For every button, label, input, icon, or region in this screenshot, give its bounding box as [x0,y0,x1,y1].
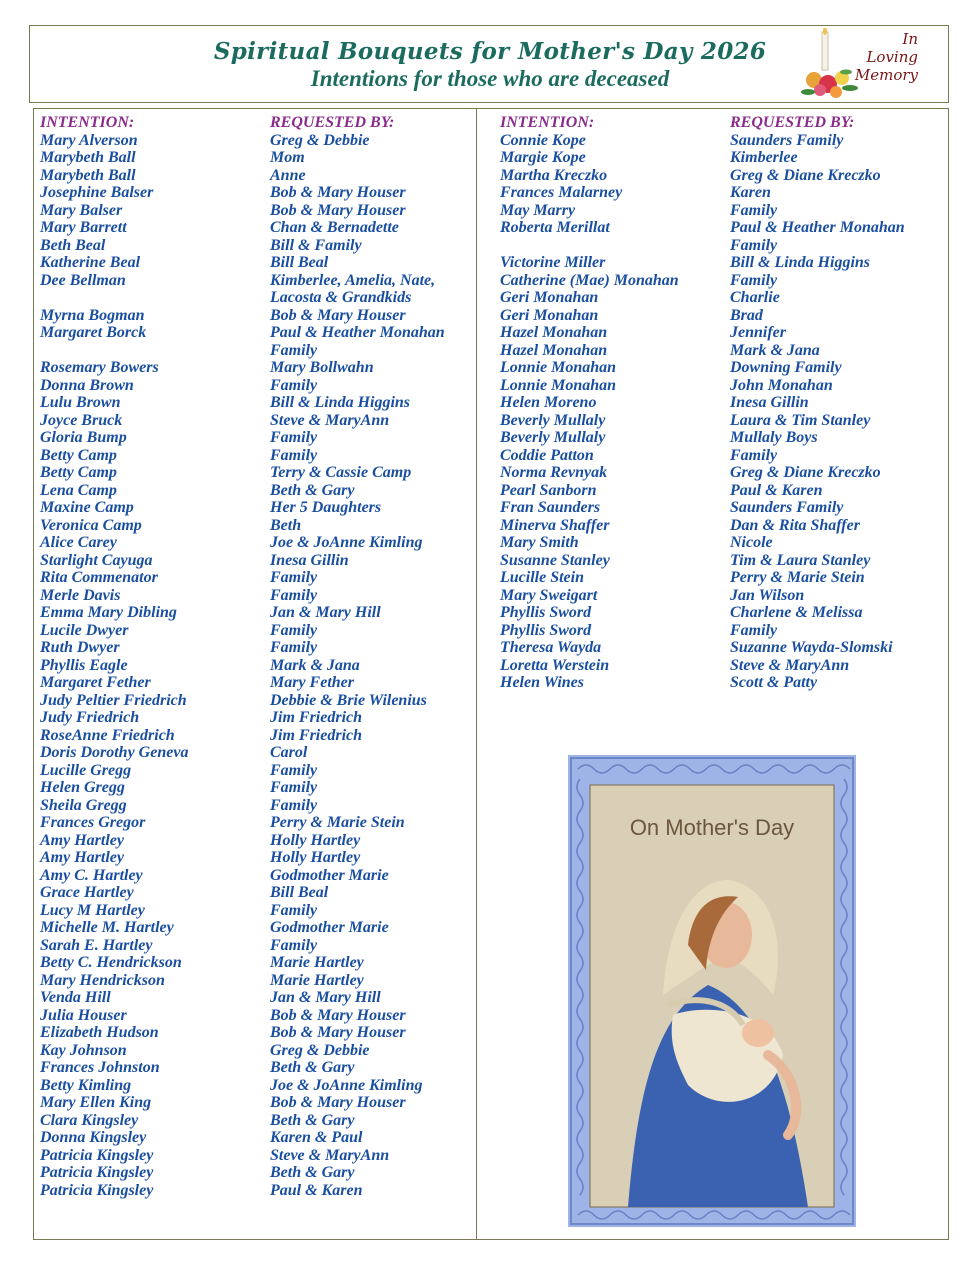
intention-name: Lonnie Monahan [500,359,617,376]
requested-by-name: Chan & Bernadette [270,219,399,236]
intention-name: Lonnie Monahan [500,376,617,394]
requested-by-name: Jan Wilson [730,586,805,604]
intention-name: Josephine Balser [40,184,154,201]
madonna-child-illustration [568,755,856,1227]
requested-by-name: Marie Hartley [270,954,364,971]
requested-by-name: Tim & Laura Stanley [730,551,871,569]
intention-name: Betty Camp [40,446,117,464]
intention-name: RoseAnne Friedrich [40,726,175,744]
intention-name: Hazel Monahan [500,341,608,359]
intention-name: Judy Friedrich [40,709,140,726]
requested-by-name: Paul & Karen [730,481,823,499]
intention-name: Donna Brown [40,376,134,394]
intention-name: Veronica Camp [40,516,142,534]
requested-by-name: Debbie & Brie Wilenius [270,691,427,709]
intention-name: Emma Mary Dibling [40,604,177,621]
requested-by-name: Bob & Mary Houser [270,1024,406,1041]
intention-name: May Marry [500,201,576,219]
intention-name: Merle Davis [40,586,121,604]
requested-by-name: Bob & Mary Houser [270,201,406,219]
intention-name: Lena Camp [40,481,117,499]
requested-by-name: Jim Friedrich [270,726,363,744]
requested-by-name: Family [270,446,318,464]
requested-by-name: Holly Hartley [270,831,361,849]
requested-by-name: Greg & Diane Kreczko [730,166,881,184]
requested-by-name: Family [270,376,318,394]
intention-name: Lulu Brown [40,394,121,411]
intention-name: Lucy M Hartley [40,901,145,919]
intention-name [500,237,679,255]
intention-name: Dee Bellman [40,271,126,289]
intention-name: Grace Hartley [40,884,134,901]
intention-name: Beth Beal [40,236,106,254]
intention-name: Joyce Bruck [40,411,123,429]
requested-by-name: Family [270,639,318,656]
requested-by-name: Family [270,901,318,919]
intention-name: Phyllis Sword [500,604,592,621]
requested-by-name: Saunders Family [730,499,844,516]
intention-name: Margie Kope [500,149,586,166]
requested-by-name: Beth & Gary [270,1111,355,1129]
page-subtitle: Intentions for those who are deceased [310,66,670,91]
requested-by-name: Paul & Heather Monahan [270,324,445,341]
requested-by-name: Bob & Mary Houser [270,306,406,324]
requested-by-name: Family [270,429,318,446]
left-intention-column [40,114,188,1199]
in-loving-memory-logo [800,28,940,102]
requested-by-name: Perry & Marie Stein [270,814,405,831]
intention-name: Martha Kreczko [500,166,608,184]
intention-name: Sheila Gregg [40,796,127,814]
left-requested-column [270,114,445,1199]
requested-by-name: Scott & Patty [730,674,818,691]
intention-name: Frances Johnston [40,1059,160,1076]
intention-name: Lucille Gregg [40,761,132,779]
intention-name: Beverly Mullaly [500,411,606,429]
intention-name: Betty C. Hendrickson [40,954,182,971]
requested-by-name: Paul & Heather Monahan [730,219,905,236]
requested-by-name: Family [270,341,318,359]
intention-name: Frances Gregor [40,814,146,831]
intention-name: Catherine (Mae) Monahan [500,271,679,289]
requested-by-name: Mary Bollwahn [270,359,374,376]
intention-name [40,289,188,307]
intention-name: Lucile Dwyer [40,621,129,639]
requested-by-name: Beth & Gary [270,1059,355,1076]
intention-name: Phyllis Eagle [40,656,128,674]
requested-by-name: Inesa Gillin [730,394,809,411]
requested-by-name: Family [730,201,778,219]
requested-by-name: Laura & Tim Stanley [730,411,871,429]
requested-by-name: Family [270,779,318,796]
intention-name: Margaret Borck [40,324,147,341]
requested-by-name: Charlene & Melissa [730,604,863,621]
requested-by-name: Jennifer [730,324,786,341]
requested-by-name: Jan & Mary Hill [270,604,381,621]
requested-by-name: Carol [270,744,308,761]
requested-by-name: Beth [270,516,302,534]
requested-by-name: Family [270,621,318,639]
requested-by-name: Family [730,446,778,464]
requested-header: REQUESTED BY: [730,114,855,131]
mothers-day-card-image [568,755,856,1227]
intention-name: Elizabeth Hudson [40,1024,159,1041]
requested-by-name: Beth & Gary [270,481,355,499]
requested-by-name: Marie Hartley [270,971,364,989]
requested-by-name: Steve & MaryAnn [270,411,390,429]
intention-name: Mary Alverson [40,131,138,149]
requested-by-name: Joe & JoAnne Kimling [270,534,423,551]
intention-name: Helen Moreno [500,394,597,411]
intention-name: Loretta Werstein [500,656,610,674]
requested-by-name: Bob & Mary Houser [270,1006,406,1024]
intention-header: INTENTION: [500,114,595,131]
intention-name: Mary Barrett [40,219,127,236]
requested-by-name: Brad [730,306,763,324]
intention-name: Pearl Sanborn [500,481,597,499]
intention-name: Connie Kope [500,131,586,149]
intention-name: Mary Smith [500,534,579,551]
requested-by-name: Family [270,569,318,586]
intention-name: Mary Ellen King [40,1094,152,1111]
intention-name: Rosemary Bowers [40,359,159,376]
intention-name: Theresa Wayda [500,639,602,656]
intention-name: Geri Monahan [500,289,599,306]
right-requested-column [730,114,905,692]
intention-name: Victorine Miller [500,254,606,271]
logo-text-line-1: In [902,30,918,48]
requested-by-name: John Monahan [730,376,833,394]
requested-by-name: Karen [730,184,771,201]
intention-name: Amy C. Hartley [40,866,143,884]
intention-name: Mary Sweigart [500,586,598,604]
intention-name: Mary Balser [40,201,123,219]
requested-by-name: Greg & Debbie [270,1041,370,1059]
card-caption: On Mother's Day [629,815,795,840]
requested-by-name: Downing Family [730,359,842,376]
requested-by-name: Family [730,236,778,254]
intention-name: Maxine Camp [40,499,134,516]
column-divider [476,109,477,1239]
requested-by-name: Terry & Cassie Camp [270,464,412,481]
intention-name: Donna Kingsley [40,1129,147,1146]
page-title: Spiritual Bouquets for Mother's Day 2026 [213,38,767,65]
intention-name: Amy Hartley [40,831,124,849]
requested-by-name: Godmother Marie [270,919,389,936]
intention-name: Patricia Kingsley [40,1146,154,1164]
intention-name: Amy Hartley [40,849,124,866]
main-list-box [33,108,949,1240]
intention-header: INTENTION: [40,114,135,131]
intention-name: Minerva Shaffer [500,516,610,534]
intention-name: Starlight Cayuga [40,551,153,569]
intention-name: Phyllis Sword [500,621,592,639]
requested-by-name: Steve & MaryAnn [270,1146,390,1164]
requested-by-name: Steve & MaryAnn [730,656,850,674]
intention-name: Doris Dorothy Geneva [40,744,189,761]
intention-name: Ruth Dwyer [40,639,120,656]
intention-name: Hazel Monahan [500,324,608,341]
intention-name: Lucille Stein [500,569,584,586]
requested-by-name: Bill Beal [270,254,329,271]
intention-name: Kay Johnson [40,1041,127,1059]
requested-by-name: Kimberlee, Amelia, Nate, [270,271,436,289]
intention-name: Katherine Beal [40,254,141,271]
logo-text-line-2: Loving [866,48,918,66]
requested-by-name: Family [730,271,778,289]
intention-name: Norma Revnyak [500,464,608,481]
requested-by-name: Bob & Mary Houser [270,1094,406,1111]
requested-by-name: Mom [270,149,305,166]
intention-name: Patricia Kingsley [40,1164,154,1181]
requested-by-name: Greg & Debbie [270,131,370,149]
requested-by-name: Nicole [730,534,773,551]
intention-name: Helen Gregg [40,779,125,796]
requested-by-name: Family [730,621,778,639]
requested-by-name: Family [270,796,318,814]
requested-by-name: Bill & Linda Higgins [270,394,411,411]
requested-header: REQUESTED BY: [270,114,395,131]
intention-name: Gloria Bump [40,429,127,446]
requested-by-name: Family [270,936,318,954]
requested-by-name: Paul & Karen [270,1181,363,1199]
requested-by-name: Bill & Family [270,236,362,254]
intention-name: Fran Saunders [500,499,601,516]
requested-by-name: Suzanne Wayda-Slomski [730,639,893,656]
intention-name: Clara Kingsley [40,1111,139,1129]
intention-name: Sarah E. Hartley [40,936,153,954]
intention-name: Beverly Mullaly [500,429,606,446]
requested-by-name: Dan & Rita Shaffer [730,516,860,534]
intention-name: Judy Peltier Friedrich [40,691,187,709]
intention-name: Susanne Stanley [500,551,610,569]
header-box [29,25,949,103]
intention-name [40,342,188,360]
intention-name: Rita Commenator [40,569,158,586]
requested-by-name: Her 5 Daughters [270,499,382,516]
intention-name: Betty Kimling [40,1076,132,1094]
intention-name: Frances Malarney [500,184,623,201]
intention-name: Betty Camp [40,464,117,481]
requested-by-name: Mary Fether [270,674,354,691]
intention-name: Michelle M. Hartley [40,919,174,936]
requested-by-name: Charlie [730,289,780,306]
right-intention-column [500,114,679,692]
requested-by-name: Bill & Linda Higgins [730,254,871,271]
requested-by-name: Karen & Paul [270,1129,363,1146]
requested-by-name: Bill Beal [270,884,329,901]
requested-by-name: Inesa Gillin [270,551,349,569]
requested-by-name: Lacosta & Grandkids [270,289,412,306]
requested-by-name: Kimberlee [730,149,798,166]
intention-name: Venda Hill [40,989,111,1006]
intention-name: Helen Wines [500,674,585,691]
requested-by-name: Greg & Diane Kreczko [730,464,881,481]
requested-by-name: Bob & Mary Houser [270,184,406,201]
intention-name: Marybeth Ball [40,149,136,166]
requested-by-name: Perry & Marie Stein [730,569,865,586]
requested-by-name: Godmother Marie [270,866,389,884]
intention-name: Mary Hendrickson [40,971,165,989]
intention-name: Julia Houser [40,1006,127,1024]
requested-by-name: Jim Friedrich [270,709,363,726]
requested-by-name: Family [270,761,318,779]
intention-name: Alice Carey [40,534,117,551]
requested-by-name: Mark & Jana [730,341,820,359]
requested-by-name: Holly Hartley [270,849,361,866]
requested-by-name: Saunders Family [730,131,844,149]
requested-by-name: Anne [270,166,306,184]
requested-by-name: Family [270,586,318,604]
requested-by-name: Jan & Mary Hill [270,989,381,1006]
intention-name: Patricia Kingsley [40,1181,154,1199]
intention-name: Myrna Bogman [40,306,145,324]
intention-name: Marybeth Ball [40,166,136,184]
requested-by-name: Joe & JoAnne Kimling [270,1076,423,1094]
logo-text-line-3: Memory [854,66,918,84]
requested-by-name: Mark & Jana [270,656,360,674]
intention-name: Margaret Fether [40,674,151,691]
intention-name: Coddie Patton [500,446,594,464]
requested-by-name: Beth & Gary [270,1164,355,1181]
intention-name: Geri Monahan [500,306,599,324]
intention-name: Roberta Merillat [500,219,610,236]
requested-by-name: Mullaly Boys [730,429,818,446]
